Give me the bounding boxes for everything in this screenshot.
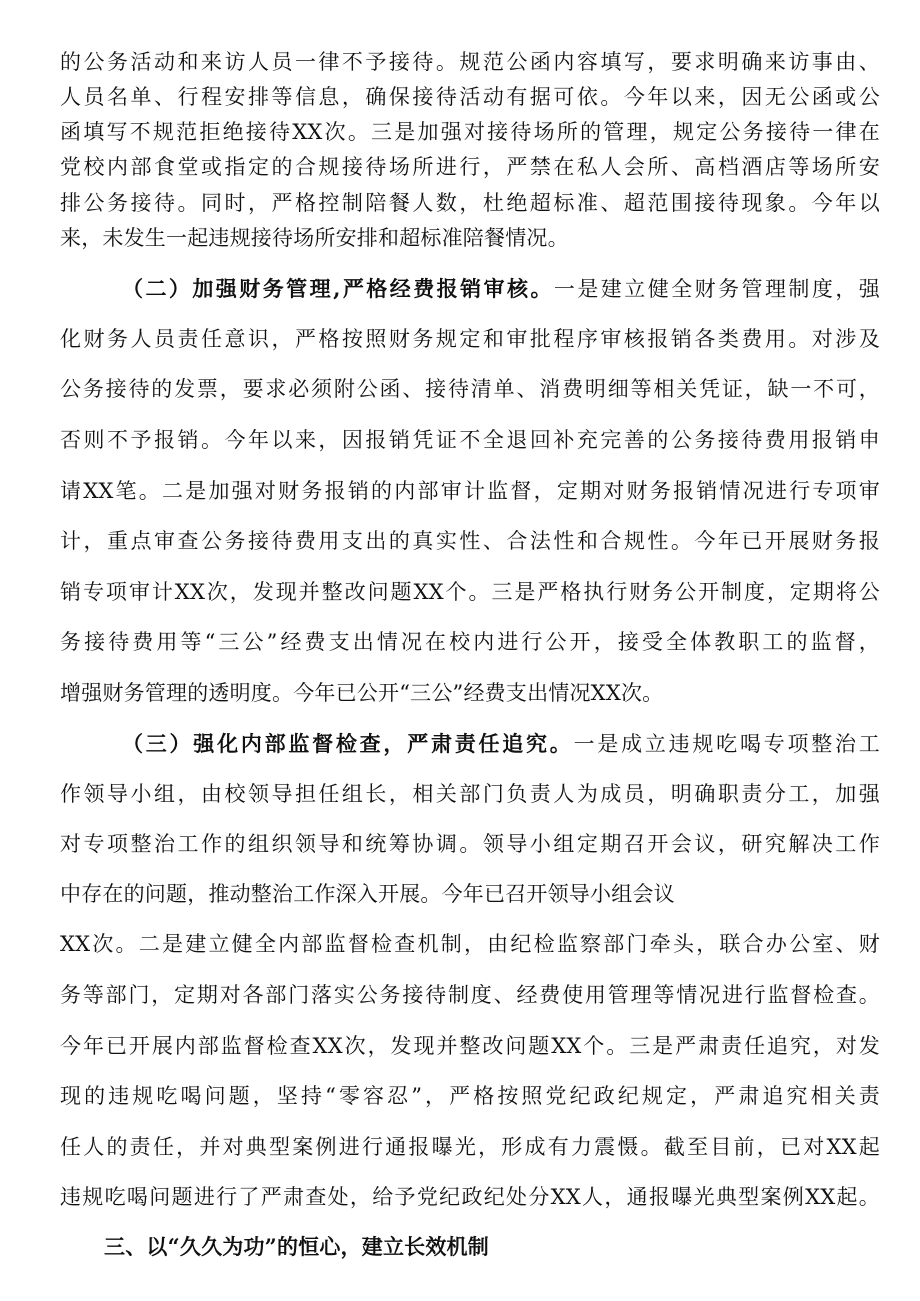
text-line: 务接待费用等“三公”经费支出情况在校内进行公开，接受全体教职工的监督， bbox=[60, 630, 880, 654]
text-line: 现的违规吃喝问题，坚持“零容忍”，严格按照党纪政纪规定，严肃追究相关责 bbox=[60, 1084, 880, 1108]
text-line: 中存在的问题，推动整治工作深入开展。今年已召开领导小组会议 bbox=[60, 882, 675, 906]
text-span: 一是建立健全财务管理制度，强 bbox=[553, 277, 880, 301]
text-line: 否则不予报销。今年以来，因报销凭证不全退回补充完善的公务接待费用报销申 bbox=[60, 428, 880, 452]
part-3-heading: 三、以“久久为功”的恒心，建立长效机制 bbox=[104, 1234, 489, 1259]
text-line: 增强财务管理的透明度。今年已公开“三公”经费支出情况XX次。 bbox=[60, 681, 664, 705]
text-span: 一是成立违规吃喝专项整治工 bbox=[573, 732, 880, 756]
text-line: 作领导小组，由校领导担任组长，相关部门负责人为成员，明确职责分工，加强 bbox=[60, 782, 880, 806]
text-line: 公务接待的发票，要求必须附公函、接待清单、消费明细等相关凭证，缺一不可， bbox=[60, 377, 880, 401]
text-line: 请XX笔。二是加强对财务报销的内部审计监督，定期对财务报销情况进行专项审 bbox=[60, 479, 880, 503]
text-line: 人员名单、行程安排等信息，确保接待活动有据可依。今年以来，因无公函或公 bbox=[60, 85, 880, 109]
text-line: 排公务接待。同时，严格控制陪餐人数，杜绝超标准、超范围接待现象。今年以 bbox=[60, 191, 880, 215]
text-line: 对专项整治工作的组织领导和统筹协调。领导小组定期召开会议，研究解决工作 bbox=[60, 832, 880, 856]
text-line: XX次。二是建立健全内部监督检查机制，由纪检监察部门牵头，联合办公室、财 bbox=[60, 932, 880, 956]
text-line: 化财务人员责任意识，严格按照财务规定和审批程序审核报销各类费用。对涉及 bbox=[60, 327, 880, 351]
text-line: 违规吃喝问题进行了严肃查处，给予党纪政纪处分XX人，通报曝光典型案例XX起。 bbox=[60, 1185, 880, 1209]
section-2-title: （二）加强财务管理,严格经费报销审核。 bbox=[122, 276, 554, 301]
section-2-first-line bbox=[122, 274, 880, 304]
text-line: 函填写不规范拒绝接待XX次。三是加强对接待场所的管理，规定公务接待一律在 bbox=[60, 120, 880, 144]
text-line: 计，重点审查公务接待费用支出的真实性、合法性和合规性。今年已开展财务报 bbox=[60, 529, 880, 553]
section-3-first-line bbox=[122, 729, 880, 759]
text-line: 任人的责任，并对典型案例进行通报曝光，形成有力震慑。截至目前，已对XX起 bbox=[60, 1135, 880, 1159]
text-line: 务等部门，定期对各部门落实公务接待制度、经费使用管理等情况进行监督检查。 bbox=[60, 983, 880, 1007]
text-line: 的公务活动和来访人员一律不予接待。规范公函内容填写，要求明确来访事由、 bbox=[60, 50, 880, 74]
text-line: 今年已开展内部监督检查XX次，发现并整改问题XX个。三是严肃责任追究，对发 bbox=[60, 1034, 880, 1058]
text-line: 党校内部食堂或指定的合规接待场所进行，严禁在私人会所、高档酒店等场所安 bbox=[60, 155, 880, 179]
text-line: 销专项审计XX次，发现并整改问题XX个。三是严格执行财务公开制度，定期将公 bbox=[60, 580, 880, 604]
text-line: 来，未发生一起违规接待场所安排和超标准陪餐情况。 bbox=[60, 226, 569, 250]
section-3-title: （三）强化内部监督检查，严肃责任追究。 bbox=[122, 731, 574, 756]
